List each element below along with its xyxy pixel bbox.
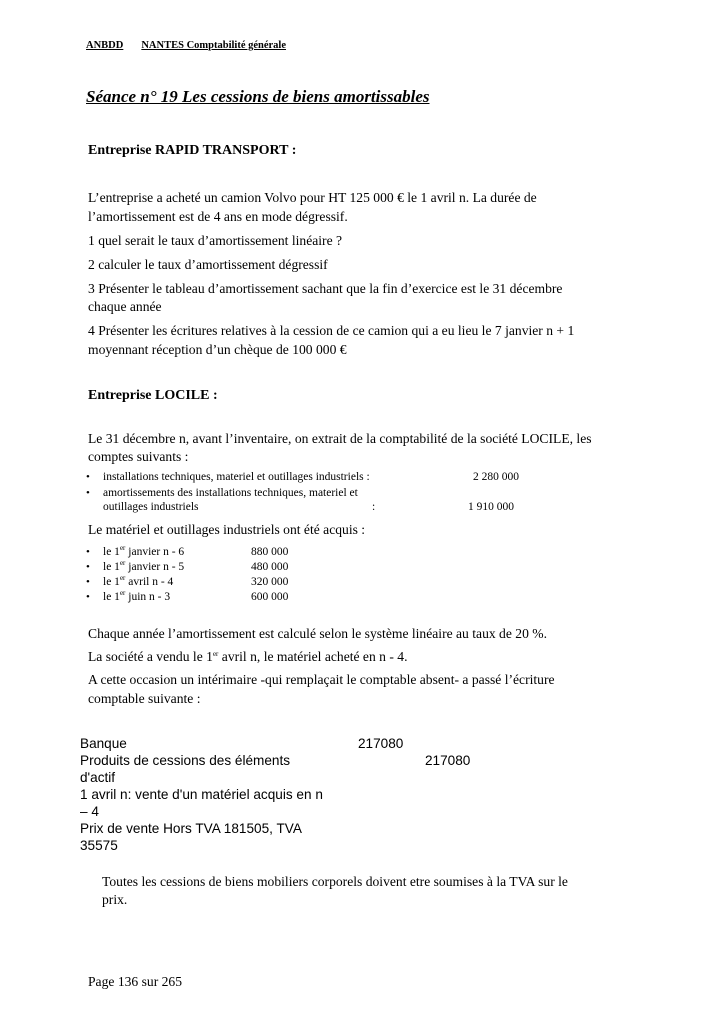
entry-debit-label: Banque bbox=[80, 736, 127, 751]
paragraph-interim-line2: comptable suivante : bbox=[88, 691, 201, 706]
paragraph-rate: Chaque année l’amortissement est calculé selon le système linéaire au taux de 20 %. bbox=[88, 626, 548, 641]
question-3-line2: chaque année bbox=[88, 299, 162, 314]
section-heading-rapid-transport: Entreprise RAPID TRANSPORT : bbox=[88, 143, 297, 158]
account-amount: 2 280 000 bbox=[473, 471, 519, 483]
header-right: NANTES Comptabilité générale bbox=[141, 40, 287, 51]
note-line1: Toutes les cessions de biens mobiliers corporels doivent etre soumises à la TVA sur le bbox=[102, 874, 568, 889]
question-2: 2 calculer le taux d’amortissement dégressif bbox=[88, 257, 328, 272]
entry-memo: 35575 bbox=[80, 838, 118, 853]
entry-credit-amount: 217080 bbox=[425, 753, 471, 768]
acquisition-amount: 880 000 bbox=[251, 546, 289, 558]
paragraph-line: Le 31 décembre n, avant l’inventaire, on extrait de la comptabilité de la société LOCILE, les bbox=[88, 431, 592, 446]
account-colon: : bbox=[372, 501, 376, 513]
paragraph-line: l’amortissement est de 4 ans en mode dégressif. bbox=[88, 209, 348, 224]
bullet-icon: • bbox=[86, 591, 90, 603]
header-left: ANBDD bbox=[86, 40, 124, 51]
question-3-line1: 3 Présenter le tableau d’amortissement sachant que la fin d’exercice est le 31 décembre bbox=[88, 281, 563, 296]
paragraph-sold: La société a vendu le 1er avril n, le matériel acheté en n - 4. bbox=[88, 649, 408, 664]
question-4-line1: 4 Présenter les écritures relatives à la cession de ce camion qui a eu lieu le 7 janvier n + 1 bbox=[88, 323, 575, 338]
bullet-icon: • bbox=[86, 546, 90, 558]
paragraph-interim-line1: A cette occasion un intérimaire -qui remplaçait le comptable absent- a passé l’écriture bbox=[88, 672, 555, 687]
page-title: Séance n° 19 Les cessions de biens amortissables bbox=[86, 87, 430, 106]
acquisition-amount: 480 000 bbox=[251, 561, 289, 573]
entry-memo: 1 avril n: vente d'un matériel acquis en n bbox=[80, 787, 323, 802]
acquisition-date: le 1er avril n - 4 bbox=[103, 574, 174, 588]
account-label: amortissements des installations techniques, materiel et bbox=[103, 487, 358, 499]
note-line2: prix. bbox=[102, 892, 128, 907]
paragraph-line: comptes suivants : bbox=[88, 449, 189, 464]
accounts-list bbox=[86, 471, 646, 515]
running-header bbox=[86, 40, 286, 51]
question-4-line2: moyennant réception d’un chèque de 100 000 € bbox=[88, 342, 347, 357]
acquisition-amount: 320 000 bbox=[251, 576, 289, 588]
account-label: outillages industriels bbox=[103, 501, 199, 513]
question-1: 1 quel serait le taux d’amortissement linéaire ? bbox=[88, 233, 343, 248]
entry-credit-label-cont: d'actif bbox=[80, 770, 116, 785]
list-item-continuation bbox=[103, 501, 199, 513]
section-heading-locile: Entreprise LOCILE : bbox=[88, 388, 218, 403]
entry-memo: Prix de vente Hors TVA 181505, TVA bbox=[80, 821, 302, 836]
page-number: Page 136 sur 265 bbox=[88, 974, 183, 989]
acquired-heading: Le matériel et outillages industriels ont été acquis : bbox=[88, 522, 366, 537]
account-amount: 1 910 000 bbox=[468, 501, 514, 513]
acquisition-amount: 600 000 bbox=[251, 591, 289, 603]
account-label: installations techniques, materiel et outillages industriels : bbox=[103, 471, 370, 483]
bullet-icon: • bbox=[86, 561, 90, 573]
acquisition-date: le 1er janvier n - 5 bbox=[103, 559, 185, 573]
entry-credit-label: Produits de cessions des éléments bbox=[80, 753, 291, 768]
acquisition-date: le 1er janvier n - 6 bbox=[103, 544, 185, 558]
paragraph-line: L’entreprise a acheté un camion Volvo pour HT 125 000 € le 1 avril n. La durée de bbox=[88, 190, 537, 205]
bullet-icon: • bbox=[86, 576, 90, 588]
entry-memo: – 4 bbox=[80, 804, 99, 819]
bullet-icon: • bbox=[86, 471, 90, 483]
acquisition-date: le 1er juin n - 3 bbox=[103, 589, 171, 603]
bullet-icon: • bbox=[86, 487, 90, 499]
entry-debit-amount: 217080 bbox=[358, 736, 404, 751]
acquisitions-list bbox=[86, 546, 386, 608]
